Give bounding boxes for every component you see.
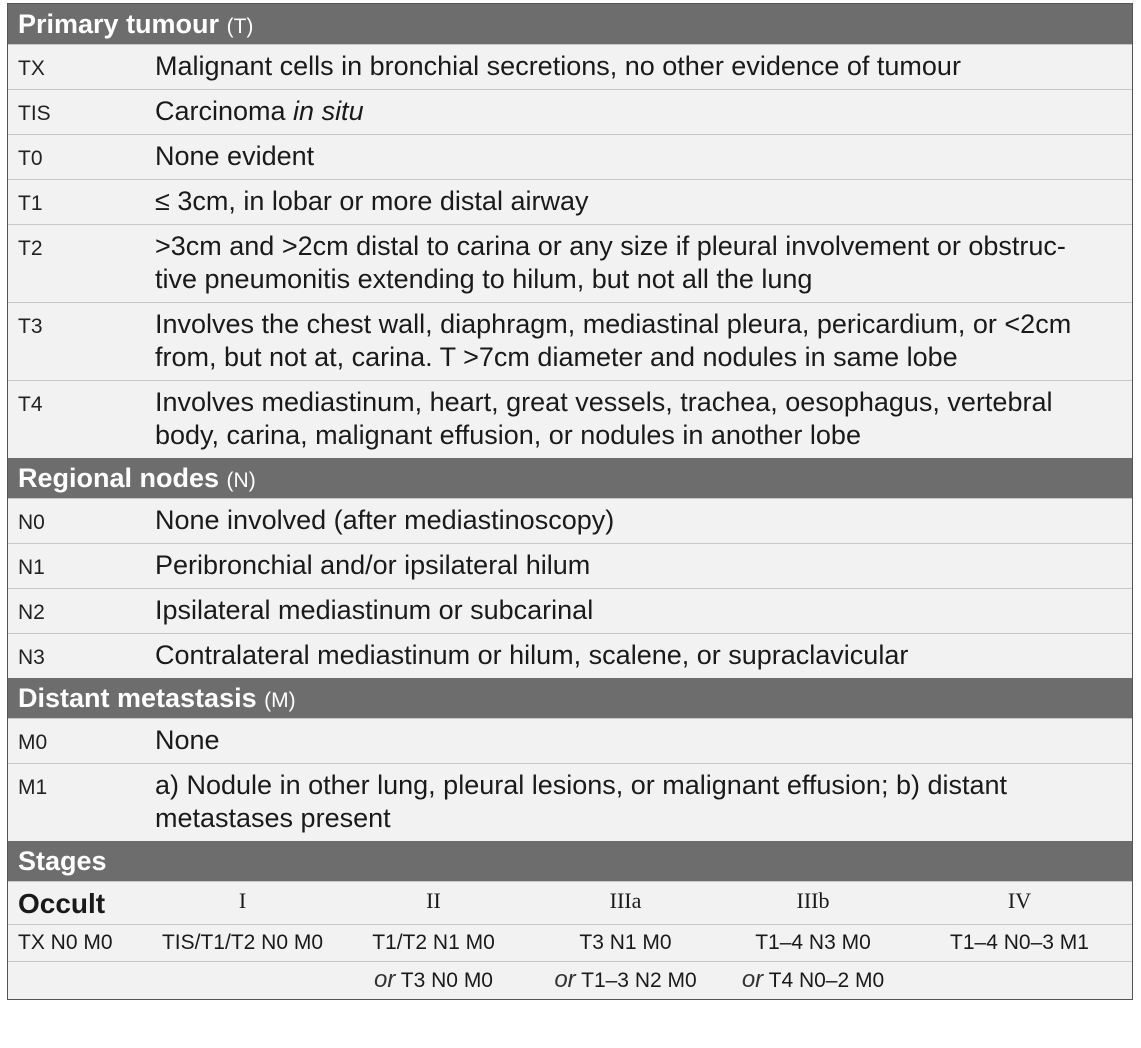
stage-header-iiib: IIIb: [796, 888, 830, 913]
row-description: None: [155, 725, 220, 755]
stage-cell: T1–4 N0–3 M1: [950, 931, 1089, 954]
or-label: or: [373, 966, 396, 993]
stage-cell: [532, 962, 719, 999]
table-row: [8, 498, 1132, 543]
row-code: M1: [18, 776, 48, 799]
row-description: Ipsilateral mediastinum or subcarinal: [155, 595, 594, 625]
table-row: [8, 718, 1132, 763]
stage-cell: TIS/T1/T2 N0 M0: [161, 931, 324, 954]
row-code: M0: [18, 731, 48, 754]
stage-cell: [8, 962, 150, 999]
description-line: Involves mediastinum, heart, great vessels, trachea, oesophagus, vertebral: [155, 387, 1053, 417]
table-row: [8, 302, 1132, 380]
section-abbr: (T): [226, 15, 254, 38]
description-text: Carcinoma: [155, 96, 294, 126]
row-code: N3: [18, 646, 45, 669]
row-description: Contralateral mediastinum or hilum, scalene, or supraclavicular: [155, 640, 909, 670]
stage-row: [8, 961, 1132, 999]
stage-row: [8, 924, 1132, 961]
section-header-regional-nodes: [8, 458, 1132, 498]
table-row: [8, 380, 1132, 458]
stage-header-row: [8, 881, 1132, 924]
row-code: T3: [18, 315, 43, 338]
row-description: Malignant cells in bronchial secretions, no other evidence of tumour: [155, 51, 961, 81]
section-abbr: (N): [226, 469, 256, 492]
stage-cell: [335, 962, 532, 999]
row-code: N0: [18, 511, 45, 534]
stage-cell: [719, 962, 907, 999]
stage-cell: [150, 962, 335, 999]
row-code: TX: [18, 57, 45, 80]
stage-value: T3 N0 M0: [400, 969, 493, 992]
row-description: ≤ 3cm, in lobar or more distal airway: [155, 186, 589, 216]
section-abbr: (M): [264, 689, 296, 712]
stage-header-iiia: IIIa: [609, 888, 642, 913]
tnm-staging-table: [7, 3, 1133, 1000]
stage-value: T1–3 N2 M0: [581, 969, 697, 992]
description-italic: in situ: [293, 96, 364, 126]
description-line: Involves the chest wall, diaphragm, mediastinal pleura, pericardium, or <2cm: [155, 309, 1072, 339]
stage-cell: T3 N1 M0: [579, 931, 672, 954]
description-line: >3cm and >2cm distal to carina or any size if pleural involvement or obstruc-: [155, 231, 1066, 261]
row-description: None evident: [155, 141, 315, 171]
row-code: N1: [18, 556, 45, 579]
row-description: None involved (after mediastinoscopy): [155, 505, 615, 535]
description-line: body, carina, malignant effusion, or nodules in another lobe: [155, 420, 861, 450]
section-title: Regional nodes: [18, 463, 220, 493]
row-code: T1: [18, 192, 43, 215]
stage-header-occult: Occult: [18, 888, 106, 919]
row-code: N2: [18, 601, 45, 624]
row-code: T4: [18, 393, 43, 416]
section-header-distant-metastasis: [8, 678, 1132, 718]
row-description: [155, 90, 1132, 134]
stage-header-iv: IV: [1007, 888, 1032, 913]
section-title: Stages: [18, 846, 107, 876]
row-code: T0: [18, 147, 43, 170]
row-code: TIS: [18, 102, 51, 125]
description-line: metastases present: [155, 803, 391, 833]
or-label: or: [741, 966, 764, 993]
row-description: [155, 764, 1132, 841]
table-row: [8, 763, 1132, 841]
section-title: Distant metastasis: [18, 683, 257, 713]
description-line: tive pneumonitis extending to hilum, but not all the lung: [155, 264, 813, 294]
table-row: [8, 224, 1132, 302]
stage-value: T4 N0–2 M0: [768, 969, 885, 992]
table-row: [8, 588, 1132, 633]
row-description: [155, 381, 1132, 458]
stage-cell: T1/T2 N1 M0: [372, 931, 495, 954]
description-line: from, but not at, carina. T >7cm diameter and nodules in same lobe: [155, 342, 958, 372]
section-title: Primary tumour: [18, 9, 220, 39]
table-row: [8, 633, 1132, 678]
table-row: [8, 134, 1132, 179]
row-description: [155, 225, 1132, 302]
section-header-stages: [8, 841, 1132, 881]
description-line: a) Nodule in other lung, pleural lesions, or malignant effusion; b) distant: [155, 770, 1008, 800]
or-label: or: [554, 966, 576, 993]
table-row: [8, 89, 1132, 134]
row-code: T2: [18, 237, 43, 260]
row-description: Peribronchial and/or ipsilateral hilum: [155, 550, 591, 580]
table-row: [8, 179, 1132, 224]
stage-header-ii: II: [426, 888, 441, 913]
stage-header-i: I: [238, 888, 247, 913]
stage-cell: T1–4 N3 M0: [755, 931, 871, 954]
row-description: [155, 303, 1132, 380]
stage-cell: [907, 962, 1132, 999]
section-header-primary-tumour: [8, 4, 1132, 44]
stage-cell: TX N0 M0: [18, 931, 113, 954]
table-row: [8, 44, 1132, 89]
table-row: [8, 543, 1132, 588]
